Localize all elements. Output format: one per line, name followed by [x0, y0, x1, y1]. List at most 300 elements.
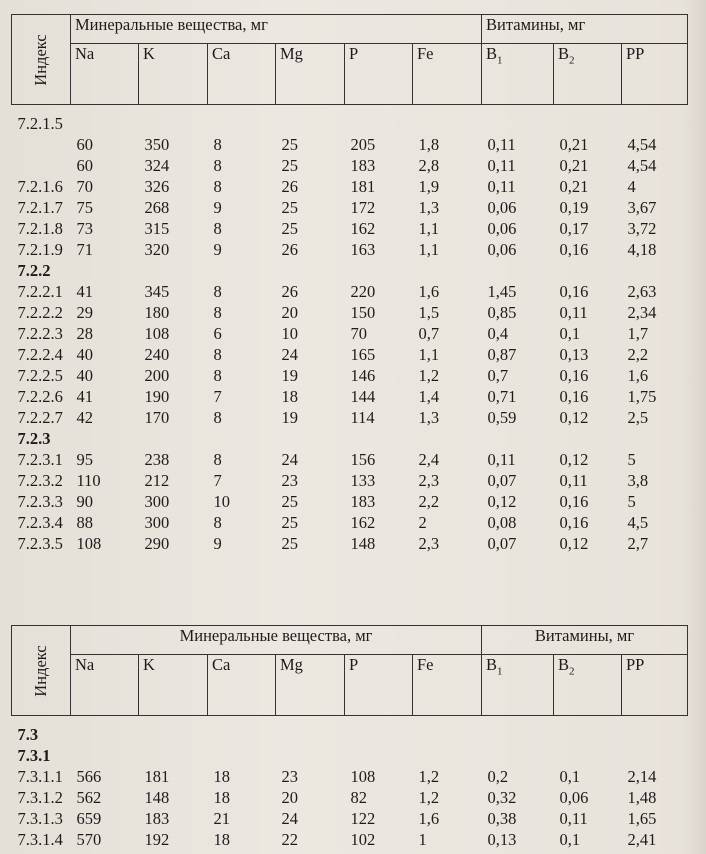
cell-fe: 2,3 — [418, 534, 440, 553]
cell-b1: 0,87 — [487, 345, 517, 364]
cell-b1: 0,13 — [487, 830, 517, 849]
cell-na: 40 — [76, 366, 93, 385]
cell-p: 122 — [350, 809, 376, 828]
cell-fe: 1,9 — [418, 177, 440, 196]
row-index: 7.2.3.4 — [17, 513, 63, 532]
cell-k — [139, 105, 208, 135]
cell-k: 170 — [144, 408, 170, 427]
cell-b1: 0,38 — [487, 809, 517, 828]
cell-mg: 24 — [281, 809, 298, 828]
cell-na: 570 — [76, 830, 102, 849]
cell-b1 — [482, 745, 554, 766]
cell-ca: 9 — [213, 198, 222, 217]
cell-mg: 18 — [281, 387, 298, 406]
cell-fe: 2,2 — [418, 492, 440, 511]
cell-b2: 0,13 — [559, 345, 589, 364]
cell-na: 562 — [76, 788, 102, 807]
cell-pp — [622, 745, 688, 766]
table-row — [12, 344, 688, 365]
cell-b2: 0,21 — [559, 135, 589, 154]
cell-b1: 0,11 — [487, 177, 516, 196]
cell-na — [71, 428, 139, 449]
cell-fe: 0,7 — [418, 324, 440, 343]
cell-mg: 26 — [281, 177, 298, 196]
cell-b1: 0,59 — [487, 408, 517, 427]
cell-b2: 0,11 — [559, 471, 588, 490]
cell-b1 — [482, 716, 554, 746]
cell-mg: 26 — [281, 240, 298, 259]
cell-b2: 0,17 — [559, 219, 589, 238]
cell-b1: 0,11 — [487, 450, 516, 469]
cell-k: 320 — [144, 240, 170, 259]
cell-na: 28 — [76, 324, 93, 343]
index-header: Индекс — [12, 15, 71, 105]
row-index: 7.2.3.5 — [17, 534, 63, 553]
cell-mg — [276, 716, 345, 746]
table-row — [12, 134, 688, 155]
cell-mg — [276, 260, 345, 281]
cell-ca: 8 — [213, 219, 222, 238]
minerals-group-header: Минеральные вещества, мг — [71, 15, 482, 44]
cell-mg: 25 — [281, 534, 298, 553]
cell-b1: 0,07 — [487, 534, 517, 553]
table-row — [12, 533, 688, 554]
column-header-na: Na — [71, 44, 139, 105]
row-index: 7.2.2.1 — [17, 282, 63, 301]
cell-ca: 8 — [213, 135, 222, 154]
cell-pp: 2,34 — [627, 303, 657, 322]
table-row — [12, 491, 688, 512]
column-header-na: Na — [71, 655, 139, 716]
cell-k: 148 — [144, 788, 170, 807]
cell-k: 350 — [144, 135, 170, 154]
cell-pp: 3,67 — [627, 198, 657, 217]
cell-pp — [622, 716, 688, 746]
cell-ca: 8 — [213, 282, 222, 301]
cell-pp: 4 — [627, 177, 636, 196]
cell-b2: 0,19 — [559, 198, 589, 217]
table-row — [12, 808, 688, 829]
cell-b2 — [554, 716, 622, 746]
row-index: 7.2.2.3 — [17, 324, 63, 343]
table-row — [12, 323, 688, 344]
row-index: 7.2.3 — [17, 429, 51, 448]
table-row — [12, 407, 688, 428]
cell-mg: 24 — [281, 450, 298, 469]
cell-fe: 1,2 — [418, 366, 440, 385]
row-index: 7.3 — [17, 725, 39, 744]
column-header-mg: Mg — [276, 44, 345, 105]
table-row — [12, 470, 688, 491]
cell-k: 238 — [144, 450, 170, 469]
cell-ca: 8 — [213, 408, 222, 427]
cell-fe: 1,5 — [418, 303, 440, 322]
cell-na: 71 — [76, 240, 93, 259]
cell-b2: 0,1 — [559, 830, 581, 849]
cell-b2 — [554, 260, 622, 281]
cell-na — [71, 105, 139, 135]
cell-mg: 19 — [281, 408, 298, 427]
cell-b2: 0,12 — [559, 408, 589, 427]
cell-fe: 1,3 — [418, 198, 440, 217]
cell-b1: 1,45 — [487, 282, 517, 301]
cell-b2: 0,16 — [559, 366, 589, 385]
cell-pp: 2,14 — [627, 767, 657, 786]
cell-fe: 1,2 — [418, 788, 440, 807]
cell-fe: 1 — [418, 830, 427, 849]
cell-b1 — [482, 428, 554, 449]
cell-b2: 0,11 — [559, 809, 588, 828]
cell-k: 268 — [144, 198, 170, 217]
cell-pp: 1,48 — [627, 788, 657, 807]
cell-na: 42 — [76, 408, 93, 427]
cell-na: 60 — [76, 135, 93, 154]
cell-b2: 0,12 — [559, 450, 589, 469]
row-index: 7.3.1.2 — [17, 788, 63, 807]
cell-fe: 1,1 — [418, 345, 440, 364]
cell-b1: 0,11 — [487, 135, 516, 154]
table-body — [12, 105, 688, 555]
cell-b2: 0,1 — [559, 324, 581, 343]
row-index: 7.3.1.1 — [17, 767, 63, 786]
table-row — [12, 155, 688, 176]
cell-mg — [276, 105, 345, 135]
table-row — [12, 302, 688, 323]
row-index: 7.2.2.7 — [17, 408, 63, 427]
row-index: 7.2.3.3 — [17, 492, 63, 511]
column-header-pp: PP — [622, 44, 688, 105]
cell-ca: 8 — [213, 366, 222, 385]
cell-k: 181 — [144, 767, 170, 786]
cell-p: 162 — [350, 513, 376, 532]
cell-b2: 0,16 — [559, 282, 589, 301]
cell-ca: 8 — [213, 450, 222, 469]
column-header-pp: PP — [622, 655, 688, 716]
cell-mg: 26 — [281, 282, 298, 301]
row-index: 7.2.1.6 — [17, 177, 63, 196]
row-index: 7.2.2 — [17, 261, 51, 280]
cell-pp: 1,6 — [627, 366, 649, 385]
cell-na — [71, 716, 139, 746]
cell-k: 324 — [144, 156, 170, 175]
cell-b2 — [554, 745, 622, 766]
column-header-b2: $B_2$ — [554, 655, 622, 716]
section-row — [12, 260, 688, 281]
cell-p: 163 — [350, 240, 376, 259]
cell-na: 73 — [76, 219, 93, 238]
cell-k: 108 — [144, 324, 170, 343]
cell-mg — [276, 428, 345, 449]
row-index: 7.2.1.5 — [17, 114, 63, 133]
cell-na: 95 — [76, 450, 93, 469]
row-index: 7.2.3.2 — [17, 471, 63, 490]
cell-p: 148 — [350, 534, 376, 553]
cell-k: 345 — [144, 282, 170, 301]
cell-b1: 0,71 — [487, 387, 517, 406]
table-row — [12, 365, 688, 386]
column-header-k: K — [139, 44, 208, 105]
cell-fe — [413, 105, 482, 135]
cell-pp: 3,72 — [627, 219, 657, 238]
cell-b2: 0,1 — [559, 767, 581, 786]
cell-ca: 21 — [213, 809, 230, 828]
cell-ca: 8 — [213, 177, 222, 196]
cell-p: 146 — [350, 366, 376, 385]
cell-b1: 0,12 — [487, 492, 517, 511]
cell-mg: 10 — [281, 324, 298, 343]
cell-fe — [413, 428, 482, 449]
cell-b1: 0,4 — [487, 324, 509, 343]
column-header-b2: $B_2$ — [554, 44, 622, 105]
cell-p: 205 — [350, 135, 376, 154]
cell-b1: 0,2 — [487, 767, 509, 786]
cell-fe — [413, 716, 482, 746]
cell-na: 108 — [76, 534, 102, 553]
cell-mg: 25 — [281, 135, 298, 154]
cell-p — [345, 745, 413, 766]
cell-p — [345, 105, 413, 135]
cell-mg: 25 — [281, 156, 298, 175]
cell-fe: 1,3 — [418, 408, 440, 427]
cell-na: 88 — [76, 513, 93, 532]
cell-k: 326 — [144, 177, 170, 196]
cell-ca: 18 — [213, 830, 230, 849]
cell-na: 110 — [76, 471, 101, 490]
row-index: 7.3.1 — [17, 746, 51, 765]
cell-k: 240 — [144, 345, 170, 364]
cell-pp: 1,65 — [627, 809, 657, 828]
cell-b1: 0,32 — [487, 788, 517, 807]
cell-pp: 4,5 — [627, 513, 649, 532]
cell-mg: 25 — [281, 513, 298, 532]
cell-pp: 4,54 — [627, 156, 657, 175]
column-header-b1: $B_1$ — [482, 655, 554, 716]
cell-fe: 1,6 — [418, 282, 440, 301]
cell-na: 90 — [76, 492, 93, 511]
cell-fe: 2,3 — [418, 471, 440, 490]
table-row — [12, 218, 688, 239]
cell-pp: 2,41 — [627, 830, 657, 849]
column-header-fe: Fe — [413, 655, 482, 716]
table-row — [12, 176, 688, 197]
cell-mg — [276, 745, 345, 766]
cell-fe: 1,2 — [418, 767, 440, 786]
cell-b1: 0,85 — [487, 303, 517, 322]
column-header-ca: Ca — [208, 655, 276, 716]
column-header-p: P — [345, 655, 413, 716]
cell-fe — [413, 745, 482, 766]
table-body — [12, 716, 688, 851]
cell-p: 114 — [350, 408, 375, 427]
cell-k — [139, 260, 208, 281]
nutrient-table-7-2 — [11, 14, 688, 554]
cell-ca: 6 — [213, 324, 222, 343]
cell-p: 172 — [350, 198, 376, 217]
row-index: 7.2.3.1 — [17, 450, 63, 469]
cell-p — [345, 716, 413, 746]
cell-pp: 2,7 — [627, 534, 649, 553]
cell-na: 659 — [76, 809, 102, 828]
row-index: 7.2.2.2 — [17, 303, 63, 322]
cell-fe — [413, 260, 482, 281]
column-header-row — [12, 44, 688, 105]
cell-pp — [622, 105, 688, 135]
cell-na: 41 — [76, 387, 93, 406]
cell-mg: 22 — [281, 830, 298, 849]
row-index: 7.2.1.8 — [17, 219, 63, 238]
column-header-k: K — [139, 655, 208, 716]
cell-pp — [622, 260, 688, 281]
nutrient-table-7-3 — [11, 625, 688, 850]
cell-mg: 23 — [281, 767, 298, 786]
cell-fe: 1,8 — [418, 135, 440, 154]
cell-ca: 10 — [213, 492, 230, 511]
cell-p — [345, 260, 413, 281]
cell-fe: 2,8 — [418, 156, 440, 175]
cell-na: 29 — [76, 303, 93, 322]
cell-pp: 1,7 — [627, 324, 649, 343]
vitamins-group-header: Витамины, мг — [482, 15, 688, 44]
cell-ca — [208, 428, 276, 449]
cell-mg: 19 — [281, 366, 298, 385]
cell-ca: 9 — [213, 534, 222, 553]
cell-mg: 20 — [281, 788, 298, 807]
cell-pp: 1,75 — [627, 387, 657, 406]
row-index: 7.2.1.7 — [17, 198, 63, 217]
cell-fe: 1,1 — [418, 240, 440, 259]
cell-b2: 0,16 — [559, 492, 589, 511]
cell-ca: 18 — [213, 767, 230, 786]
cell-k: 300 — [144, 513, 170, 532]
cell-ca: 9 — [213, 240, 222, 259]
table-row — [12, 512, 688, 533]
cell-b1: 0,08 — [487, 513, 517, 532]
cell-pp — [622, 428, 688, 449]
cell-ca — [208, 260, 276, 281]
cell-p: 156 — [350, 450, 376, 469]
table-row — [12, 239, 688, 260]
cell-b2: 0,06 — [559, 788, 589, 807]
cell-k — [139, 745, 208, 766]
cell-k: 190 — [144, 387, 170, 406]
cell-pp: 2,63 — [627, 282, 657, 301]
cell-b2: 0,21 — [559, 156, 589, 175]
cell-p: 70 — [350, 324, 367, 343]
cell-ca: 7 — [213, 471, 222, 490]
cell-p: 183 — [350, 156, 376, 175]
cell-k: 200 — [144, 366, 170, 385]
cell-pp: 2,2 — [627, 345, 649, 364]
cell-pp: 2,5 — [627, 408, 649, 427]
cell-mg: 25 — [281, 219, 298, 238]
cell-ca: 8 — [213, 303, 222, 322]
cell-pp: 4,18 — [627, 240, 657, 259]
cell-na — [71, 745, 139, 766]
cell-p: 183 — [350, 492, 376, 511]
cell-mg: 20 — [281, 303, 298, 322]
row-index: 7.2.1.9 — [17, 240, 63, 259]
cell-pp: 4,54 — [627, 135, 657, 154]
cell-na: 566 — [76, 767, 102, 786]
cell-b1: 0,06 — [487, 198, 517, 217]
cell-b2: 0,16 — [559, 240, 589, 259]
column-header-mg: Mg — [276, 655, 345, 716]
cell-b2 — [554, 428, 622, 449]
cell-ca: 8 — [213, 513, 222, 532]
cell-ca — [208, 105, 276, 135]
cell-b2: 0,16 — [559, 387, 589, 406]
cell-k: 192 — [144, 830, 170, 849]
section-row — [12, 428, 688, 449]
table-row — [12, 449, 688, 470]
cell-p: 144 — [350, 387, 376, 406]
column-header-b1: $B_1$ — [482, 44, 554, 105]
index-header: Индекс — [12, 626, 71, 716]
cell-mg: 24 — [281, 345, 298, 364]
table-row — [12, 197, 688, 218]
cell-k — [139, 428, 208, 449]
cell-mg: 23 — [281, 471, 298, 490]
table-row — [12, 386, 688, 407]
cell-p: 133 — [350, 471, 376, 490]
cell-na: 75 — [76, 198, 93, 217]
cell-ca — [208, 745, 276, 766]
cell-fe: 1,1 — [418, 219, 440, 238]
cell-ca — [208, 716, 276, 746]
cell-k — [139, 716, 208, 746]
cell-k: 315 — [144, 219, 170, 238]
cell-p: 102 — [350, 830, 376, 849]
cell-ca: 18 — [213, 788, 230, 807]
minerals-group-header: Минеральные вещества, мг — [71, 626, 482, 655]
cell-p: 162 — [350, 219, 376, 238]
column-header-row — [12, 655, 688, 716]
table-row — [12, 766, 688, 787]
cell-b2: 0,16 — [559, 513, 589, 532]
cell-b1 — [482, 260, 554, 281]
section-row — [12, 745, 688, 766]
cell-p — [345, 428, 413, 449]
cell-mg: 25 — [281, 198, 298, 217]
column-header-fe: Fe — [413, 44, 482, 105]
cell-p: 82 — [350, 788, 367, 807]
row-index: 7.3.1.4 — [17, 830, 63, 849]
cell-fe: 1,4 — [418, 387, 440, 406]
table-row — [12, 829, 688, 850]
cell-p: 165 — [350, 345, 376, 364]
cell-b2: 0,12 — [559, 534, 589, 553]
cell-b2: 0,11 — [559, 303, 588, 322]
cell-b1: 0,7 — [487, 366, 509, 385]
cell-fe: 2 — [418, 513, 427, 532]
cell-ca: 8 — [213, 156, 222, 175]
cell-pp: 5 — [627, 450, 636, 469]
row-index — [12, 134, 71, 155]
vitamins-group-header: Витамины, мг — [482, 626, 688, 655]
cell-fe: 2,4 — [418, 450, 440, 469]
cell-mg: 25 — [281, 492, 298, 511]
cell-b2: 0,21 — [559, 177, 589, 196]
table-row — [12, 281, 688, 302]
cell-k: 300 — [144, 492, 170, 511]
column-header-ca: Ca — [208, 44, 276, 105]
cell-b1: 0,11 — [487, 156, 516, 175]
table-row — [12, 105, 688, 135]
cell-ca: 8 — [213, 345, 222, 364]
table-row — [12, 787, 688, 808]
cell-b1: 0,06 — [487, 240, 517, 259]
cell-ca: 7 — [213, 387, 222, 406]
